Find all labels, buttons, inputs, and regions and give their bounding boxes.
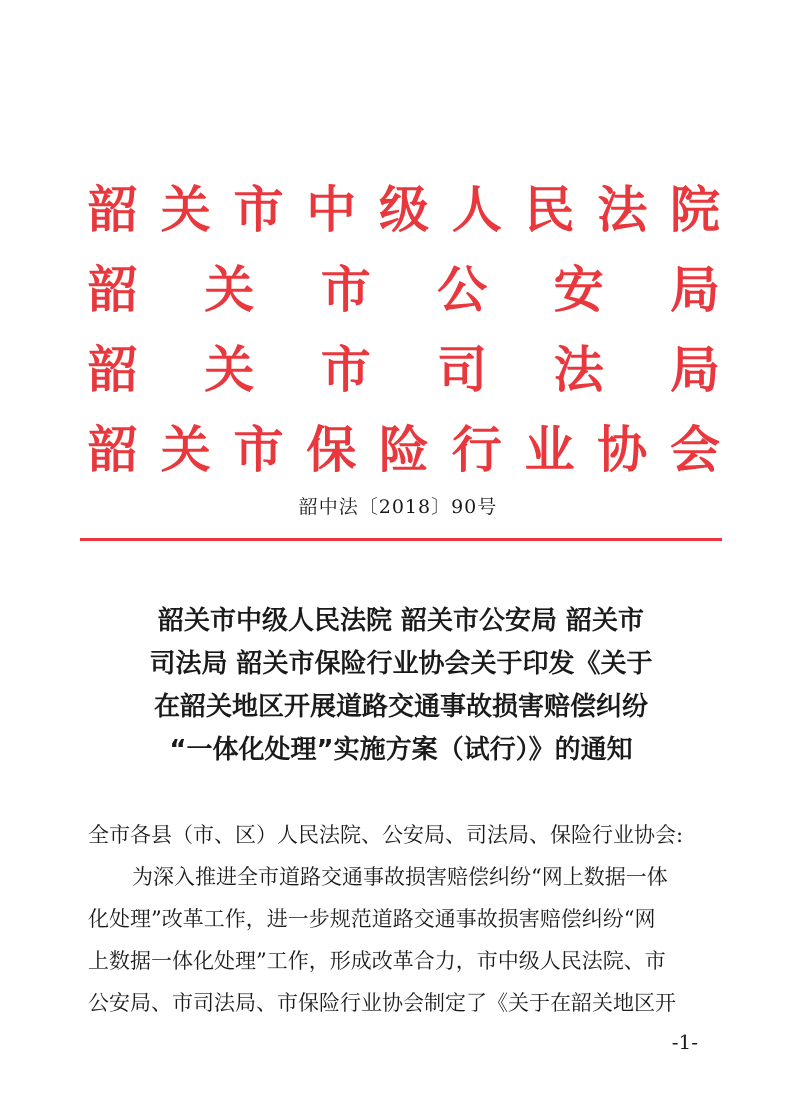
red-divider-line — [80, 538, 722, 541]
issuer-char: 人 — [451, 181, 502, 239]
issuer-char: 韶 — [88, 341, 138, 399]
issuer-char: 安 — [553, 261, 604, 319]
issuing-authorities — [88, 170, 720, 490]
body-line: 为深入推进全市道路交通事故损害赔偿纠纷“网上数据一体 — [132, 865, 668, 889]
issuer-intermediate-court — [88, 170, 720, 250]
notice-body — [88, 814, 708, 1024]
issuer-char: 市 — [233, 181, 284, 239]
issuer-char: 司 — [437, 341, 488, 399]
issuer-char: 市 — [320, 341, 371, 399]
issuer-char: 关 — [204, 341, 255, 399]
issuer-insurance-association — [88, 410, 720, 490]
title-line: “一体化处理”实施方案（试行）》的通知 — [169, 735, 633, 765]
issuer-char: 韶 — [88, 421, 138, 479]
issuer-justice-bureau — [88, 330, 720, 410]
issuer-char: 关 — [160, 181, 211, 239]
issuer-char: 级 — [379, 181, 429, 239]
issuer-char: 协 — [597, 421, 648, 479]
title-line: 司法局 韶关市保险行业协会关于印发《关于 — [149, 649, 653, 679]
issuer-char: 保 — [306, 421, 357, 479]
issuer-char: 中 — [306, 181, 357, 239]
salutation: 全市各县（市、区）人民法院、公安局、司法局、保险行业协会: — [88, 823, 684, 847]
body-line: 公安局、市司法局、市保险行业协会制定了《关于在韶关地区开 — [88, 991, 676, 1015]
issuer-char: 关 — [204, 261, 255, 319]
issuer-char: 法 — [553, 341, 604, 399]
body-line: 上数据一体化处理”工作，形成改革合力，市中级人民法院、市 — [88, 949, 666, 973]
page-number: -1- — [671, 1030, 698, 1054]
issuer-public-security-bureau — [88, 250, 720, 330]
issuer-char: 市 — [233, 421, 284, 479]
title-line: 在韶关地区开展道路交通事故损害赔偿纠纷 — [153, 692, 648, 722]
title-line: 韶关市中级人民法院 韶关市公安局 韶关市 — [157, 606, 645, 636]
issuer-char: 院 — [670, 181, 720, 239]
issuer-char: 市 — [320, 261, 371, 319]
issuer-char: 公 — [437, 261, 488, 319]
issuer-char: 韶 — [88, 181, 138, 239]
body-line: 化处理”改革工作，进一步规范道路交通事故损害赔偿纠纷“网 — [88, 907, 656, 931]
issuer-char: 会 — [670, 421, 720, 479]
issuer-char: 业 — [524, 421, 575, 479]
issuer-char: 民 — [524, 181, 575, 239]
issuer-char: 关 — [160, 421, 211, 479]
issuer-char: 局 — [669, 341, 720, 399]
issuer-char: 行 — [451, 421, 502, 479]
issuer-char: 局 — [669, 261, 720, 319]
issuer-char: 险 — [379, 421, 429, 479]
issuer-char: 韶 — [88, 261, 138, 319]
issuer-char: 法 — [597, 181, 648, 239]
notice-title — [80, 600, 722, 772]
document-number: 韶中法〔2018〕90号 — [298, 496, 498, 518]
